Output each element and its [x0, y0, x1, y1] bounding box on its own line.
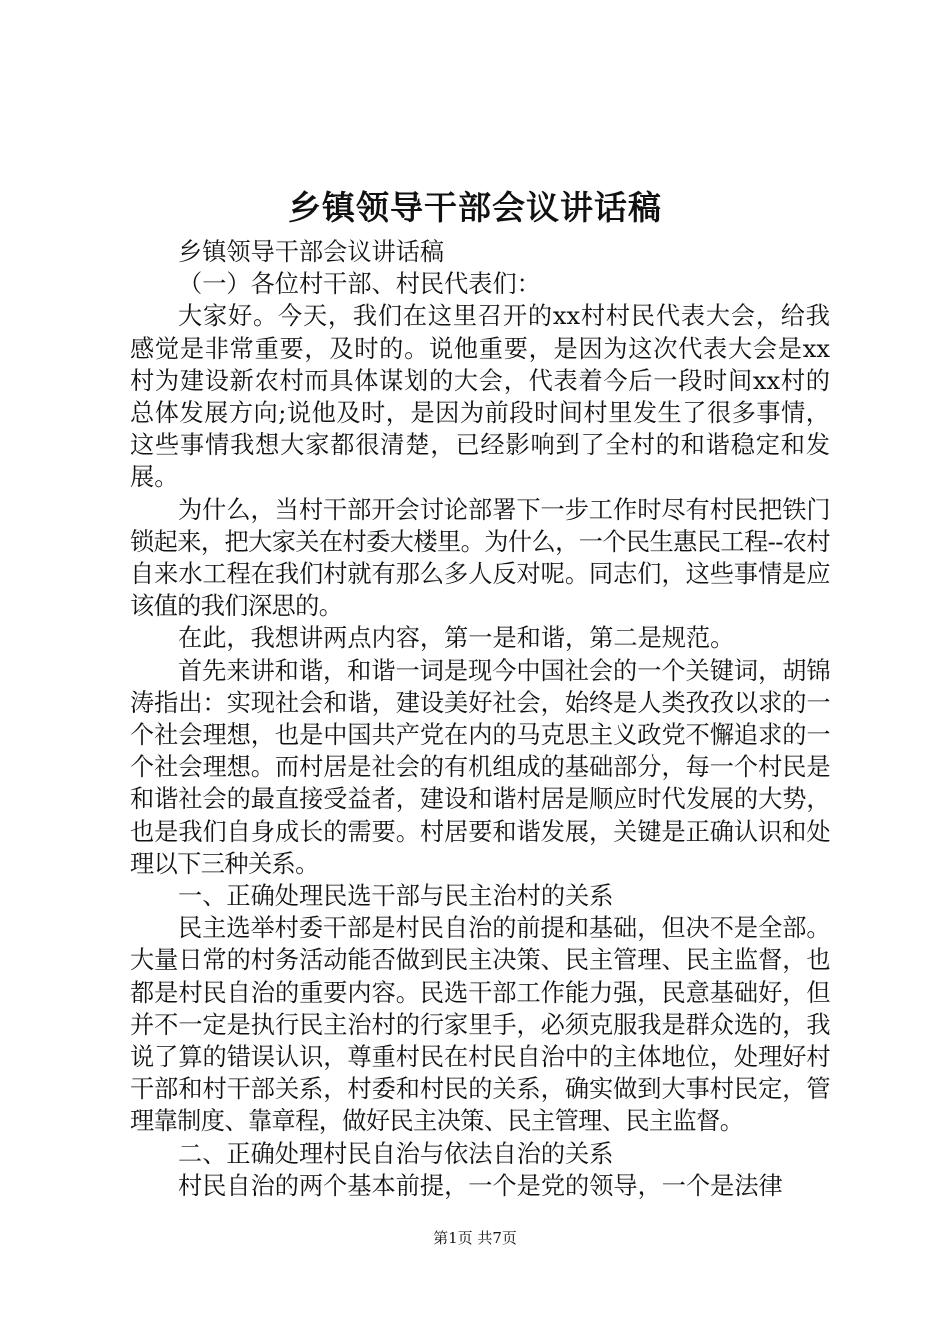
page-footer: 第1页 共7页 [433, 1229, 517, 1247]
paragraph-elected-cadres: 民主选举村委干部是村民自治的前提和基础，但决不是全部。大量日常的村务活动能否做到民主决策、民主管理、民主监督，也都是村民自治的重要内容。民选干部工作能力强，民意基础好，但并不一定是执行民主治村的行家里手，必须克服我是群众选的，我说了算的错误认识，尊重村民在村民自治中的主体地位，处理好村干部和村干部关系，村委和村民的关系，确实做到大事村民定，管理靠制度、靠章程，做好民主决策、民主管理、民主监督。 [130, 914, 830, 1136]
paragraph-self-governance: 村民自治的两个基本前提，一个是党的领导，一个是法律 [178, 1171, 783, 1200]
document-title: 乡镇领导干部会议讲话稿 [288, 188, 662, 227]
section-heading-2: 二、正确处理村民自治与依法自治的关系 [178, 1139, 614, 1168]
paragraph-two-points: 在此，我想讲两点内容，第一是和谐，第二是规范。 [178, 624, 735, 653]
section-heading-1: 一、正确处理民选干部与民主治村的关系 [178, 882, 614, 911]
paragraph-questions: 为什么，当村干部开会讨论部署下一步工作时尽有村民把铁门锁起来，把大家关在村委大楼里。为什么，一个民生惠民工程--农村自来水工程在我们村就有那么多人反对呢。同志们，这些事情是应该值的我们深思的。 [130, 495, 830, 621]
paragraph-salutation: （一）各位村干部、村民代表们： [178, 270, 541, 299]
paragraph-subtitle: 乡镇领导干部会议讲话稿 [178, 238, 445, 266]
paragraph-greeting: 大家好。今天，我们在这里召开的xx村村民代表大会，给我感觉是非常重要，及时的。说他重要，是因为这次代表大会是xx村为建设新农村而具体谋划的大会，代表着今后一段时间xx村的总体发展方向;说他及时，是因为前段时间村里发生了很多事情，这些事情我想大家都很清楚，已经影响到了全村的和谐稳定和发展。 [130, 302, 830, 492]
paragraph-harmony: 首先来讲和谐，和谐一词是现今中国社会的一个关键词，胡锦涛指出：实现社会和谐，建设美好社会，始终是人类孜孜以求的一个社会理想，也是中国共产党在内的马克思主义政党不懈追求的一个社会理想。而村居是社会的有机组成的基础部分，每一个村民是和谐社会的最直接受益者，建设和谐村居是顺应时代发展的大势，也是我们自身成长的需要。村居要和谐发展，关键是正确认识和处理以下三种关系。 [130, 656, 830, 878]
document-body [130, 236, 830, 1202]
